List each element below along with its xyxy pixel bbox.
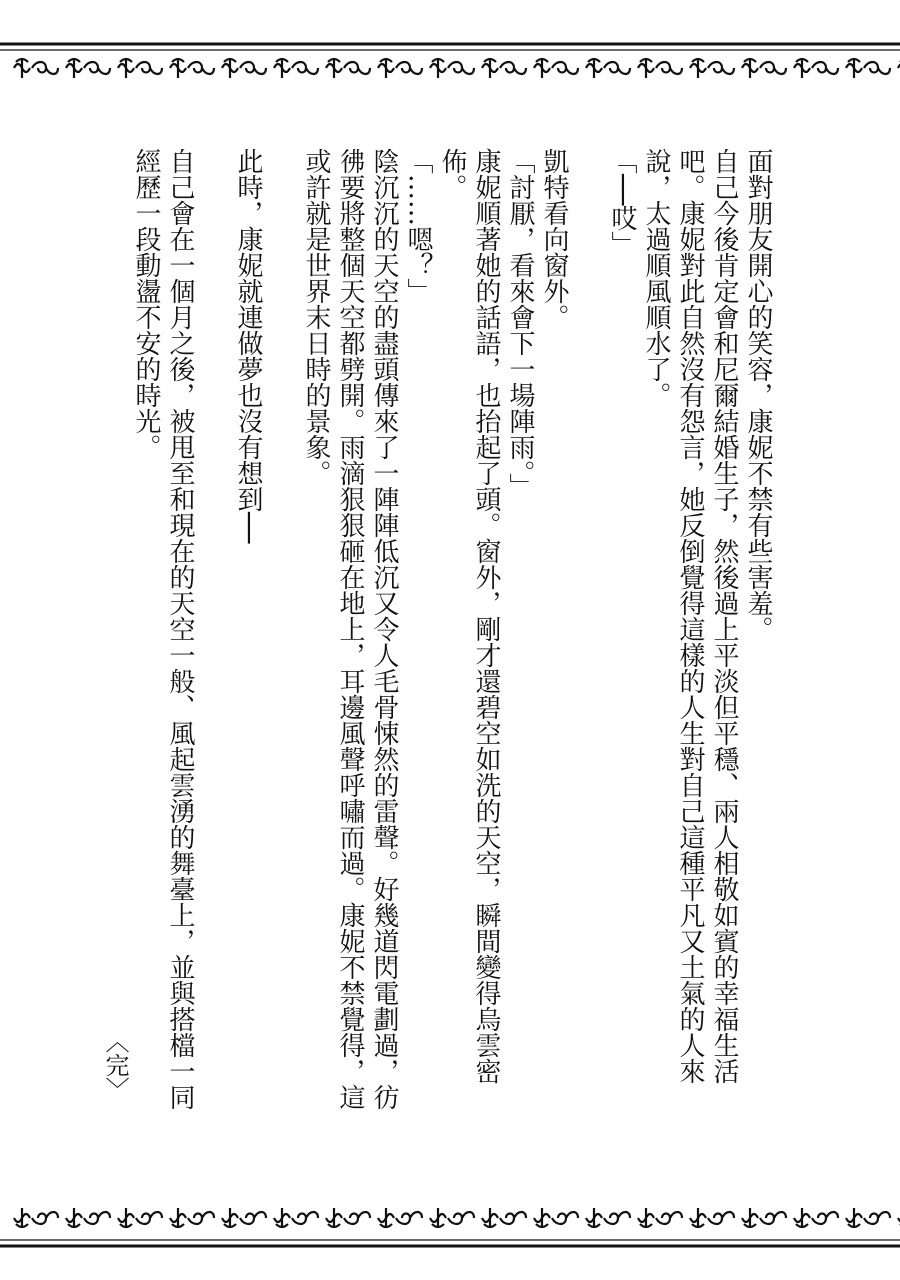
paragraph: 面對朋友開心的笑容，康妮不禁有些害羞。	[743, 148, 773, 642]
paragraph: 凱特看向窗外。	[539, 148, 569, 330]
ornament-top-icon	[0, 34, 900, 114]
paragraph: 自己今後肯定會和尼爾結婚生子，然後過上平淡但平穩、兩人相敬如賓的幸福生活吧。康妮對此自然沒有怨言，她反倒覺得這樣的人生對自己這種平凡又土氣的人來說，太過順風順水了。	[641, 148, 739, 1084]
ending-mark: ︿完﹀	[101, 1029, 129, 1101]
paragraph: 「──哎」	[607, 148, 637, 258]
paragraph: 此時，康妮就連做夢也沒有想到──	[233, 148, 263, 544]
story-text	[131, 148, 775, 1128]
ornament-bottom-icon	[0, 1178, 900, 1258]
decorative-border-top	[0, 34, 900, 114]
paragraph: 自己會在一個月之後，被甩至和現在的天空一般、風起雲湧的舞臺上，並與搭檔一同經歷一段動盪不安的時光。	[131, 148, 195, 1110]
decorative-border-bottom	[0, 1178, 900, 1258]
paragraph: 康妮順著她的話語，也抬起了頭。窗外，剛才還碧空如洗的天空，瞬間變得烏雲密佈。	[437, 148, 501, 1084]
paragraph: 「討厭，看來會下一場陣雨。」	[505, 148, 535, 499]
paragraph: 「……嗯？」	[403, 148, 433, 304]
paragraph: 陰沉沉的天空的盡頭傳來了一陣陣低沉又令人毛骨悚然的雷聲。好幾道閃電劃過，彷彿要將整個天空都劈開。雨滴狠狠砸在地上，耳邊風聲呼嘯而過。康妮不禁覺得，這或許就是世界末日時的景象。	[301, 148, 399, 1110]
